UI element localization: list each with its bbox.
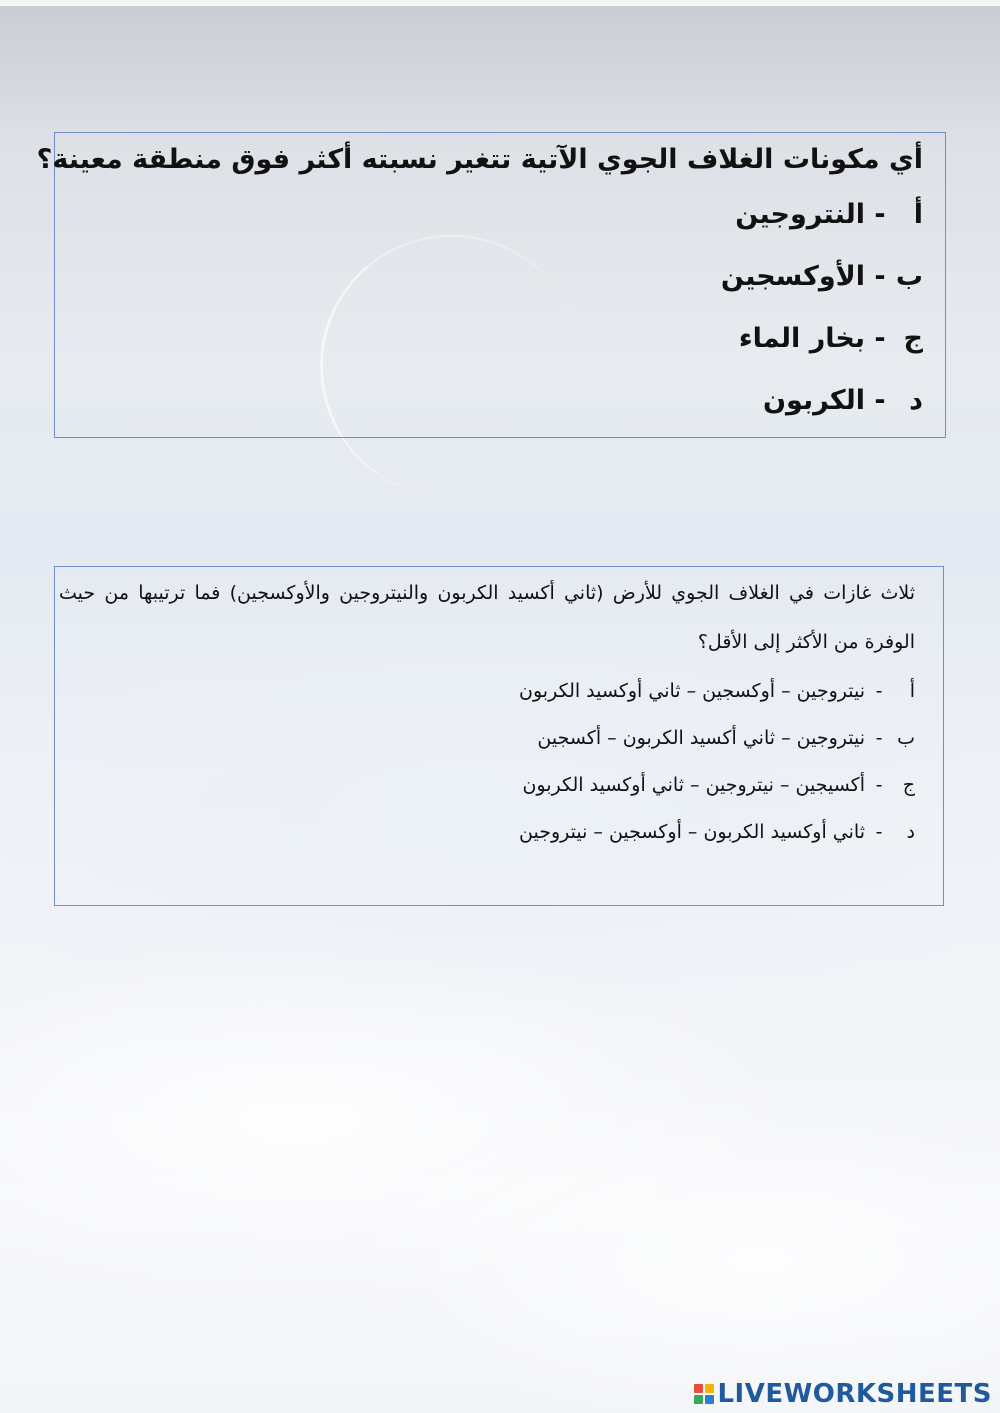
question-2-option-c[interactable] <box>59 761 915 808</box>
question-2-text: ثلاث غازات في الغلاف الجوي للأرض (ثاني أكسيد الكربون والنيتروجين والأوكسجين) فما ترتيبها من حيث الوفرة من الأكثر إلى الأقل؟ <box>59 582 915 653</box>
option-text: نيتروجين – ثاني أكسيد الكربون – أكسجين <box>537 726 865 749</box>
option-dash: - <box>875 726 883 749</box>
question-2-option-b[interactable] <box>59 714 915 761</box>
question-1-option-c[interactable] <box>77 307 923 369</box>
question-1-box <box>36 132 946 438</box>
option-letter: أ <box>909 679 915 702</box>
option-letter: ج <box>903 322 923 354</box>
option-text: بخار الماء <box>738 322 865 354</box>
icon-square-blue <box>705 1395 714 1404</box>
option-text: الكربون <box>762 384 865 416</box>
option-text: نيتروجين – أوكسجين – ثاني أوكسيد الكربون <box>519 679 865 702</box>
question-2-option-d[interactable] <box>59 808 915 855</box>
icon-square-red <box>694 1384 703 1393</box>
option-letter: ج <box>902 773 915 796</box>
option-dash: - <box>875 773 883 796</box>
question-1-option-d[interactable] <box>77 369 923 431</box>
option-letter: ب <box>897 726 915 749</box>
option-letter: أ <box>913 198 923 230</box>
liveworksheets-icon <box>694 1384 714 1404</box>
option-dash: - <box>874 198 886 230</box>
question-1-option-b[interactable] <box>77 245 923 307</box>
option-text: أكسيجين – نيتروجين – ثاني أوكسيد الكربون <box>522 773 865 796</box>
icon-square-green <box>694 1395 703 1404</box>
brand-name: LIVEWORKSHEETS <box>717 1379 992 1409</box>
option-letter: ب <box>895 260 923 292</box>
question-2-option-a[interactable] <box>59 667 915 714</box>
question-2-box <box>54 566 944 906</box>
option-dash: - <box>875 820 883 843</box>
option-text: ثاني أوكسيد الكربون – أوكسجين – نيتروجين <box>519 820 865 843</box>
question-1-text: أي مكونات الغلاف الجوي الآتية تتغير نسبته أكثر فوق منطقة معينة؟ <box>36 144 923 175</box>
icon-square-yellow <box>705 1384 714 1393</box>
option-dash: - <box>875 679 883 702</box>
liveworksheets-logo[interactable] <box>694 1378 992 1410</box>
page-top-edge <box>0 0 1000 6</box>
option-text: الأوكسجين <box>720 260 865 292</box>
option-dash: - <box>874 322 886 354</box>
option-text: النتروجين <box>735 198 865 230</box>
option-letter: د <box>909 384 923 416</box>
option-letter: د <box>906 820 915 843</box>
option-dash: - <box>874 384 886 416</box>
option-dash: - <box>874 260 886 292</box>
question-1-option-a[interactable] <box>77 183 923 245</box>
